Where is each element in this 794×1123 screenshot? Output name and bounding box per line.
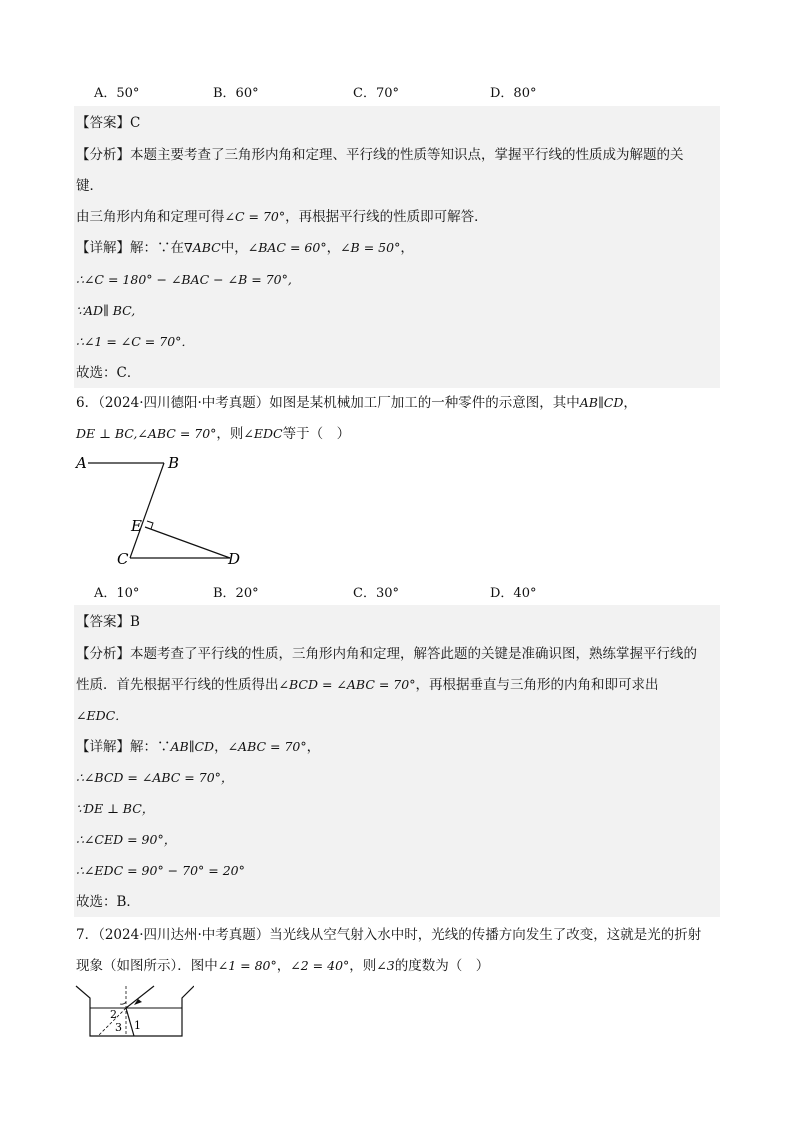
q6-step-3: ∴∠CED = 90°，: [76, 832, 177, 847]
q6-detail-line: 【详解】解：∵AB∥CD，∠ABC = 70°，: [76, 739, 321, 755]
q7-stem-line-1: 7．（2024·四川达州·中考真题）当光线从空气射入水中时，光线的传播方向发生了改变，这就是光的折射: [76, 927, 702, 943]
label-angle-1: 1: [134, 1019, 141, 1032]
q6-analysis-line-3: ∠EDC．: [76, 708, 128, 723]
math-expr: AB∥CD: [170, 739, 215, 754]
q5-option-a: A．50°: [94, 86, 140, 101]
q7-stem-line-2: 现象（如图所示）．图中∠1 = 80°，∠2 = 40°，则∠3的度数为（ ）: [76, 958, 490, 974]
arrow-icon: [134, 999, 142, 1005]
q6-options: [94, 582, 734, 602]
q6-analysis-line-1: 【分析】本题考查了平行线的性质，三角形内角和定理，解答此题的关键是准确识图，熟练掌握平行线的: [76, 646, 697, 662]
label-b: B: [168, 454, 180, 472]
math-expr: ∇ABC: [184, 240, 221, 255]
q6-stem-line-1: 6．（2024·四川德阳·中考真题）如图是某机械加工厂加工的一种零件的示意图，其中AB∥CD，: [76, 395, 637, 411]
math-expr: ∠3: [376, 958, 395, 973]
q6-step-1: ∴∠BCD = ∠ABC = 70°，: [76, 770, 234, 785]
q6-option-c: C．30°: [353, 586, 399, 601]
q5-option-b: B．60°: [213, 86, 259, 101]
label-d: D: [228, 550, 241, 568]
q6-answer: 【答案】B: [76, 614, 140, 630]
label-a: A: [76, 454, 87, 472]
math-expr: DE ⊥ BC,∠ABC = 70°: [76, 426, 217, 441]
incident-ray: [126, 986, 154, 1008]
refracted-ray: [126, 1008, 134, 1036]
math-expr: AB∥CD: [579, 395, 624, 410]
math-expr: ∠2 = 40°: [290, 958, 350, 973]
angle-arc-2: [120, 1002, 126, 1004]
math-expr: ∠BAC = 60°: [247, 240, 327, 255]
math-expr: ∠ABC = 70°: [227, 739, 307, 754]
label-angle-2: 2: [110, 1008, 117, 1021]
q6-analysis-line-2: 性质．首先根据平行线的性质得出∠BCD = ∠ABC = 70°，再根据垂直与三角形的内角和即可求出: [76, 677, 659, 693]
label-c: C: [117, 550, 129, 568]
q5-step-2: ∵AD∥ BC,: [76, 303, 136, 318]
q6-option-a: A．10°: [94, 586, 140, 601]
q5-step-1: ∴∠C = 180° − ∠BAC − ∠B = 70°,: [76, 272, 292, 287]
q6-step-4: ∴∠EDC = 90° − 70° = 20°: [76, 863, 245, 878]
math-expr: ∠EDC: [243, 426, 283, 441]
segment-ed: [145, 527, 230, 558]
segment-bc: [130, 463, 164, 558]
q6-figure: [72, 450, 252, 575]
q6-step-2: ∵DE ⊥ BC，: [76, 801, 155, 816]
q5-option-d: D．80°: [490, 86, 537, 101]
q5-options: [94, 82, 734, 102]
label-angle-3: 3: [115, 1021, 122, 1034]
q5-detail-line: 【详解】解：∵在∇ABC中，∠BAC = 60°，∠B = 50°，: [76, 240, 414, 256]
math-expr: ∠1 = 80°: [217, 958, 277, 973]
q6-choose: 故选：B．: [76, 894, 140, 910]
q6-option-d: D．40°: [490, 586, 537, 601]
math-expr: ∠C = 70°: [224, 209, 286, 224]
q5-answer: 【答案】C: [76, 115, 141, 131]
q6-option-b: B．20°: [213, 586, 259, 601]
q5-analysis-line-1: 【分析】本题主要考查了三角形内角和定理、平行线的性质等知识点，掌握平行线的性质成为解题的关: [76, 147, 684, 163]
q5-analysis-line-2: 键．: [76, 178, 103, 194]
label-e: E: [131, 517, 142, 535]
q6-stem-line-2: DE ⊥ BC,∠ABC = 70°，则∠EDC等于（ ）: [76, 426, 351, 442]
q7-figure: [74, 982, 194, 1040]
q5-step-3: ∴∠1 = ∠C = 70°．: [76, 334, 194, 349]
q5-choose: 故选：C．: [76, 365, 141, 381]
math-expr: ∠BCD = ∠ABC = 70°: [278, 677, 416, 692]
q5-analysis-line-3: 由三角形内角和定理可得∠C = 70°，再根据平行线的性质即可解答．: [76, 209, 488, 225]
math-expr: ∠B = 50°: [340, 240, 401, 255]
q5-option-c: C．70°: [353, 86, 399, 101]
